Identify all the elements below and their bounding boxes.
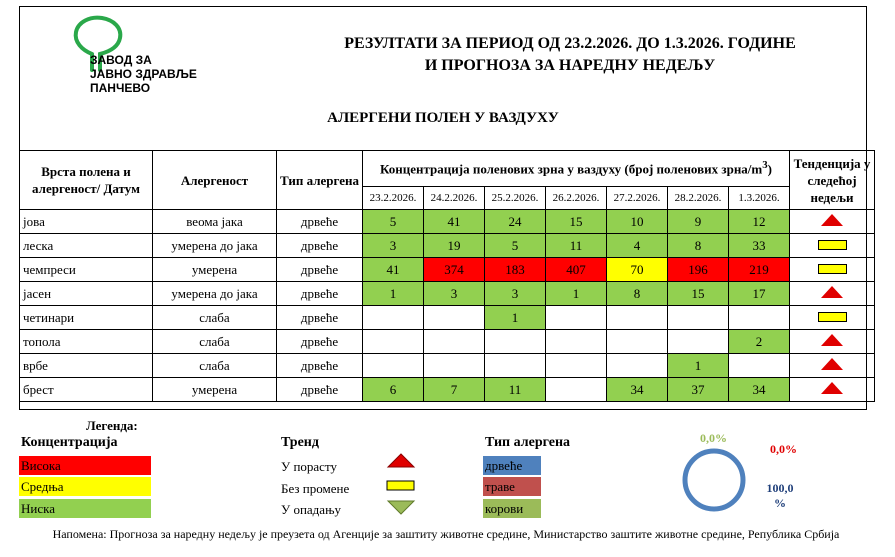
- trend-up-icon: [821, 214, 843, 226]
- donut-trees-pct-value: 100,0: [766, 481, 794, 495]
- org-line-3: ПАНЧЕВО: [90, 81, 151, 95]
- legend-trend-heading: Тренд: [281, 435, 319, 450]
- table-row: [20, 306, 875, 330]
- donut-trees-pct: [765, 481, 795, 511]
- concentration-cell: 70: [607, 258, 668, 282]
- footnote: Напомена: Прогноза за наредну недељу је преузета од Агенције за заштиту животне средине, Министарство заштите животне средине, Република Србија: [52, 527, 840, 541]
- species-name: врбе: [20, 354, 153, 378]
- trend-same-icon: [818, 264, 847, 274]
- trend-cell: [790, 354, 875, 378]
- species-name: јова: [20, 210, 153, 234]
- concentration-cell: [546, 306, 607, 330]
- allergen-type-cell: дрвеће: [277, 234, 363, 258]
- date-header: 24.2.2026.: [424, 187, 485, 210]
- section-title: АЛЕРГЕНИ ПОЛЕН У ВАЗДУХУ: [327, 110, 559, 126]
- concentration-cell: [424, 330, 485, 354]
- concentration-cell: 37: [668, 378, 729, 402]
- concentration-cell: [668, 306, 729, 330]
- concentration-header: [363, 151, 790, 187]
- trend-cell: [790, 306, 875, 330]
- report-title-line-2: И ПРОГНОЗА ЗА НАРЕДНУ НЕДЕЉУ: [424, 57, 716, 74]
- trend-down-icon: [386, 499, 416, 515]
- trend-cell: [790, 378, 875, 402]
- concentration-cell: 24: [485, 210, 546, 234]
- date-header: 26.2.2026.: [546, 187, 607, 210]
- trend-up-icon: [386, 453, 416, 469]
- legend-medium: Средња: [19, 477, 151, 496]
- donut-grasses-pct: 0,0%: [770, 442, 797, 456]
- concentration-cell: 4: [607, 234, 668, 258]
- allergen-type-cell: дрвеће: [277, 210, 363, 234]
- report-title-line-1: РЕЗУЛТАТИ ЗА ПЕРИОД ОД 23.2.2026. ДО 1.3.2026. ГОДИНЕ: [344, 35, 796, 52]
- trend-same-icon: [818, 312, 847, 322]
- date-header: 23.2.2026.: [363, 187, 424, 210]
- allergen-type-donut-chart: [679, 445, 749, 515]
- species-name: леска: [20, 234, 153, 258]
- species-name: чемпреси: [20, 258, 153, 282]
- concentration-cell: 17: [729, 282, 790, 306]
- concentration-cell: 3: [424, 282, 485, 306]
- concentration-cell: 33: [729, 234, 790, 258]
- org-line-1: ЗАВОД ЗА: [90, 53, 152, 67]
- legend-trend-up: У порасту: [281, 459, 337, 474]
- legend-concentration-heading: Концентрација: [21, 435, 118, 450]
- trend-cell: [790, 210, 875, 234]
- concentration-cell: [607, 330, 668, 354]
- concentration-cell: 11: [546, 234, 607, 258]
- concentration-cell: 15: [668, 282, 729, 306]
- allergenicity-cell: умерена до јака: [153, 234, 277, 258]
- concentration-cell: 2: [729, 330, 790, 354]
- species-name: четинари: [20, 306, 153, 330]
- trend-header: Тенденција у следећој недељи: [790, 151, 875, 210]
- concentration-cell: [607, 306, 668, 330]
- trend-same-icon: [818, 240, 847, 250]
- concentration-cell: 219: [729, 258, 790, 282]
- concentration-cell: 15: [546, 210, 607, 234]
- concentration-cell: [546, 330, 607, 354]
- species-name: брест: [20, 378, 153, 402]
- table-row: [20, 378, 875, 402]
- trend-up-icon: [821, 382, 843, 394]
- concentration-cell: 7: [424, 378, 485, 402]
- donut-weeds-pct: 0,0%: [700, 431, 727, 445]
- trend-cell: [790, 330, 875, 354]
- date-header: 1.3.2026.: [729, 187, 790, 210]
- concentration-cell: 34: [607, 378, 668, 402]
- table-row: [20, 234, 875, 258]
- allergenicity-cell: умерена: [153, 258, 277, 282]
- trend-same-icon: [386, 480, 416, 492]
- concentration-cell: 41: [424, 210, 485, 234]
- concentration-cell: 1: [546, 282, 607, 306]
- concentration-cell: 1: [363, 282, 424, 306]
- pollen-table: [19, 150, 875, 402]
- concentration-cell: [668, 330, 729, 354]
- allergenicity-cell: слаба: [153, 354, 277, 378]
- concentration-cell: 8: [668, 234, 729, 258]
- table-row: [20, 282, 875, 306]
- trend-up-icon: [821, 334, 843, 346]
- allergen-type-cell: дрвеће: [277, 258, 363, 282]
- trend-cell: [790, 282, 875, 306]
- concentration-header-end: ): [767, 161, 773, 177]
- institute-name: [90, 53, 197, 95]
- concentration-cell: [729, 306, 790, 330]
- concentration-cell: 3: [363, 234, 424, 258]
- species-header: Врста полена и алергеност/ Датум: [20, 151, 153, 210]
- legend-type-grasses: траве: [483, 477, 541, 496]
- concentration-cell: 1: [668, 354, 729, 378]
- concentration-cell: 9: [668, 210, 729, 234]
- concentration-cell: 5: [485, 234, 546, 258]
- concentration-cell: [424, 354, 485, 378]
- legend-title: Легенда:: [86, 418, 138, 433]
- table-row: [20, 330, 875, 354]
- concentration-cell: 3: [485, 282, 546, 306]
- concentration-cell: 1: [485, 306, 546, 330]
- concentration-cell: 8: [607, 282, 668, 306]
- allergen-type-cell: дрвеће: [277, 330, 363, 354]
- report-title: [300, 33, 840, 77]
- concentration-cell: 5: [363, 210, 424, 234]
- table-row: [20, 258, 875, 282]
- concentration-cell: 11: [485, 378, 546, 402]
- allergenicity-cell: слаба: [153, 330, 277, 354]
- concentration-cell: [363, 330, 424, 354]
- trend-cell: [790, 258, 875, 282]
- org-line-2: ЈАВНО ЗДРАВЉЕ: [90, 67, 197, 81]
- legend-trend-same: Без промене: [281, 481, 350, 496]
- concentration-cell: 196: [668, 258, 729, 282]
- allergen-type-cell: дрвеће: [277, 354, 363, 378]
- allergenicity-cell: умерена: [153, 378, 277, 402]
- concentration-cell: 374: [424, 258, 485, 282]
- concentration-cell: 19: [424, 234, 485, 258]
- allergenicity-header: Алергеност: [153, 151, 277, 210]
- concentration-cell: [363, 354, 424, 378]
- trend-cell: [790, 234, 875, 258]
- concentration-header-sup: 3: [762, 159, 768, 172]
- legend-trend-down: У опадању: [281, 502, 341, 517]
- allergenicity-cell: умерена до јака: [153, 282, 277, 306]
- concentration-cell: 12: [729, 210, 790, 234]
- species-name: јасен: [20, 282, 153, 306]
- type-header: Тип алергена: [277, 151, 363, 210]
- table-row: [20, 354, 875, 378]
- trend-up-icon: [821, 286, 843, 298]
- allergen-type-cell: дрвеће: [277, 282, 363, 306]
- date-header: 28.2.2026.: [668, 187, 729, 210]
- trend-up-icon: [821, 358, 843, 370]
- concentration-header-text: Концентрација поленових зрна у ваздуху (број поленових зрна/m: [379, 161, 763, 177]
- allergenicity-cell: веома јака: [153, 210, 277, 234]
- concentration-cell: [424, 306, 485, 330]
- concentration-cell: 183: [485, 258, 546, 282]
- concentration-cell: [546, 354, 607, 378]
- species-name: топола: [20, 330, 153, 354]
- legend-high: Висока: [19, 456, 151, 475]
- concentration-cell: [485, 330, 546, 354]
- allergen-type-cell: дрвеће: [277, 306, 363, 330]
- allergen-type-cell: дрвеће: [277, 378, 363, 402]
- concentration-cell: 10: [607, 210, 668, 234]
- concentration-cell: 41: [363, 258, 424, 282]
- concentration-cell: [546, 378, 607, 402]
- legend-type-heading: Тип алергена: [485, 435, 571, 450]
- donut-trees-segment: [685, 451, 743, 509]
- allergenicity-cell: слаба: [153, 306, 277, 330]
- concentration-cell: [607, 354, 668, 378]
- date-header: 27.2.2026.: [607, 187, 668, 210]
- concentration-cell: [363, 306, 424, 330]
- legend-type-trees: дрвеће: [483, 456, 541, 475]
- legend-type-weeds: корови: [483, 499, 541, 518]
- table-row: [20, 210, 875, 234]
- concentration-cell: 6: [363, 378, 424, 402]
- concentration-cell: 34: [729, 378, 790, 402]
- date-header: 25.2.2026.: [485, 187, 546, 210]
- concentration-cell: [729, 354, 790, 378]
- donut-trees-pct-sign: %: [774, 496, 786, 510]
- concentration-cell: 407: [546, 258, 607, 282]
- concentration-cell: [485, 354, 546, 378]
- legend-low: Ниска: [19, 499, 151, 518]
